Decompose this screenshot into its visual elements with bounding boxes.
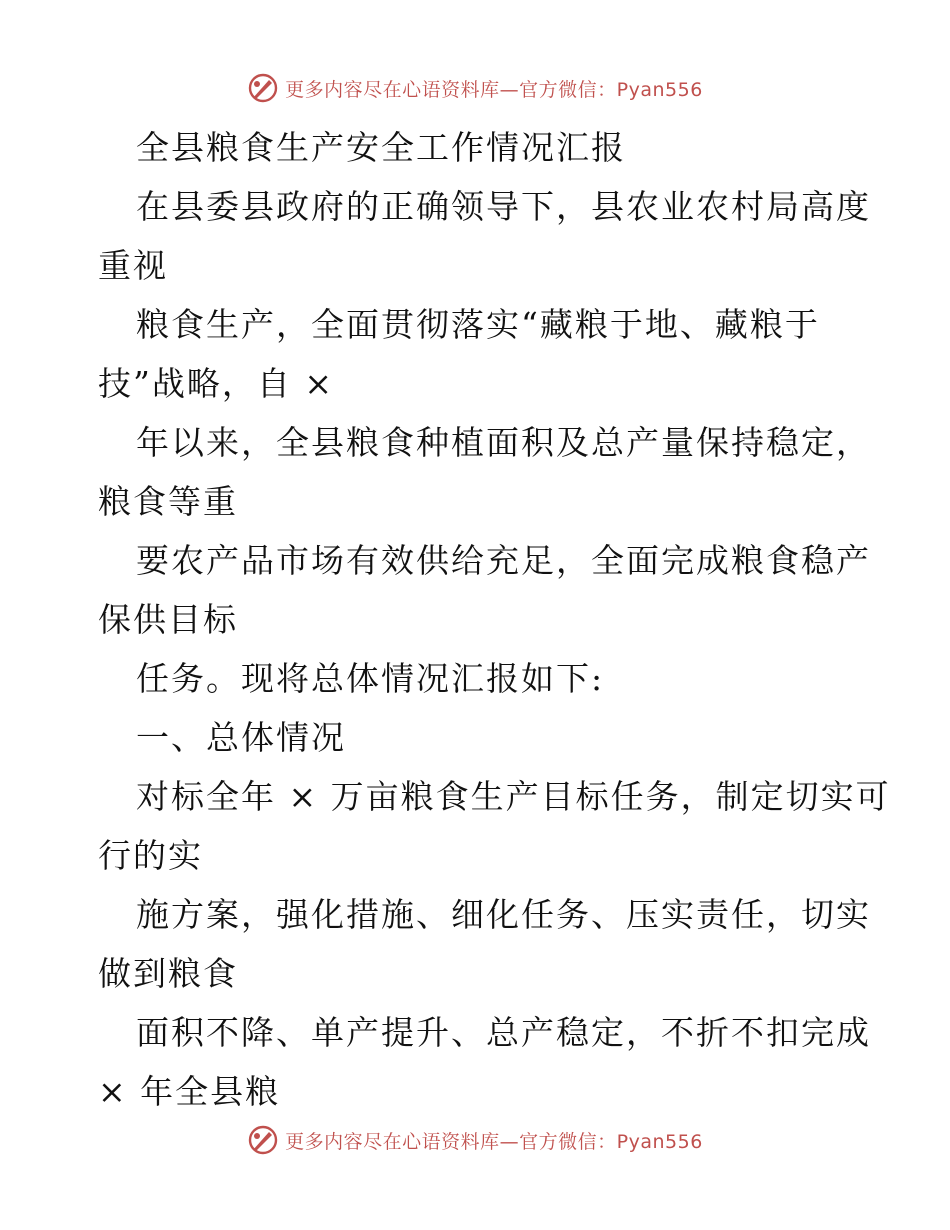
paragraph-line: 粮食生产，全面贯彻落实“藏粮于地、藏粮于 — [136, 305, 820, 344]
feather-pen-logo-icon — [247, 72, 279, 104]
paragraph-line: × 年全县粮 — [98, 1072, 281, 1111]
paragraph-line: 技”战略，自 × — [98, 364, 335, 403]
paragraph-line: 施方案，强化措施、细化任务、压实责任，切实 — [136, 895, 871, 934]
watermark-text: 更多内容尽在心语资料库—官方微信：Pyan556 — [285, 1130, 703, 1153]
document-body — [98, 118, 891, 1121]
paragraph-line: 面积不降、单产提升、总产稳定，不折不扣完成 — [136, 1013, 871, 1052]
paragraph-line: 年以来，全县粮食种植面积及总产量保持稳定， — [136, 423, 871, 462]
footer-watermark — [0, 1124, 950, 1156]
paragraph-line: 重视 — [98, 246, 168, 285]
paragraph-line: 行的实 — [98, 836, 203, 875]
watermark-text: 更多内容尽在心语资料库—官方微信：Pyan556 — [285, 78, 703, 101]
paragraph-line: 要农产品市场有效供给充足，全面完成粮食稳产 — [136, 541, 871, 580]
section-heading: 一、总体情况 — [136, 718, 346, 757]
document-title: 全县粮食生产安全工作情况汇报 — [136, 128, 626, 167]
header-watermark — [0, 72, 950, 104]
paragraph-line: 对标全年 × 万亩粮食生产目标任务，制定切实可 — [136, 777, 891, 816]
paragraph-line: 做到粮食 — [98, 954, 238, 993]
paragraph-line: 粮食等重 — [98, 482, 238, 521]
paragraph-line: 任务。现将总体情况汇报如下: — [136, 659, 605, 698]
paragraph-line: 在县委县政府的正确领导下，县农业农村局高度 — [136, 187, 871, 226]
paragraph-line: 保供目标 — [98, 600, 238, 639]
feather-pen-logo-icon — [247, 1124, 279, 1156]
